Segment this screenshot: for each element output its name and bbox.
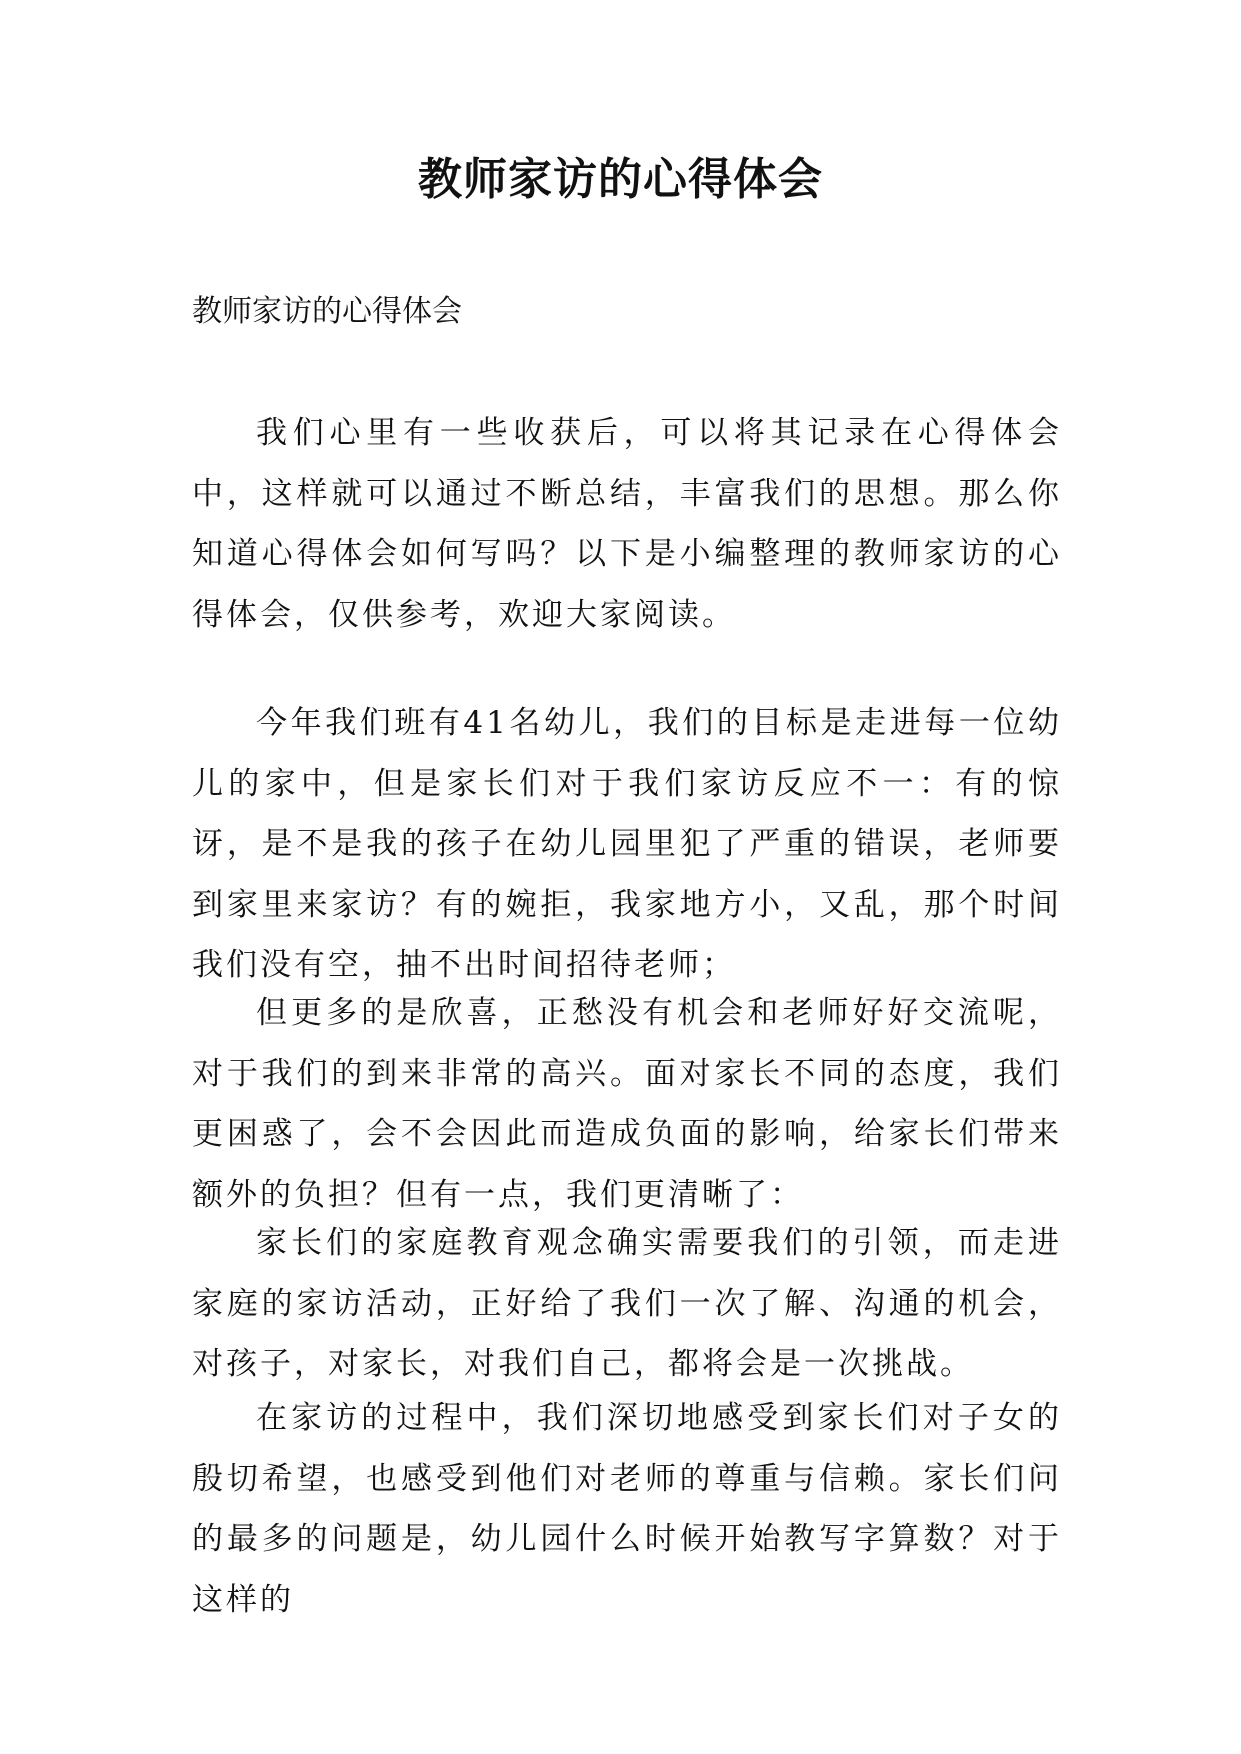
paragraph-home-visit-reactions: 今年我们班有41名幼儿，我们的目标是走进每一位幼儿的家中，但是家长们对于我们家访反应不一：有的惊讶，是不是我的孩子在幼儿园里犯了严重的错误，老师要到家里来家访？有的婉拒，我家地方小，又乱，那个时间我们没有空，抽不出时间招待老师； bbox=[192, 705, 1062, 983]
document-title: 教师家访的心得体会 bbox=[418, 154, 823, 205]
paragraph-family-education: 家长们的家庭教育观念确实需要我们的引领，而走进家庭的家访活动，正好给了我们一次了解、沟通的机会，对孩子，对家长，对我们自己，都将会是一次挑战。 bbox=[192, 1225, 1062, 1382]
paragraph-intro: 我们心里有一些收获后，可以将其记录在心得体会中，这样就可以通过不断总结，丰富我们的思想。那么你知道心得体会如何写吗？以下是小编整理的教师家访的心得体会，仅供参考，欢迎大家阅读。 bbox=[192, 415, 1062, 633]
paragraph-parent-attitudes: 但更多的是欣喜，正愁没有机会和老师好好交流呢，对于我们的到来非常的高兴。面对家长不同的态度，我们更困惑了，会不会因此而造成负面的影响，给家长们带来额外的负担？但有一点，我们更清晰了： bbox=[192, 995, 1062, 1213]
paragraph-visit-process: 在家访的过程中，我们深切地感受到家长们对子女的殷切希望，也感受到他们对老师的尊重与信赖。家长们问的最多的问题是，幼儿园什么时候开始教写字算数？对于这样的 bbox=[192, 1400, 1062, 1618]
document-subtitle: 教师家访的心得体会 bbox=[192, 294, 462, 329]
